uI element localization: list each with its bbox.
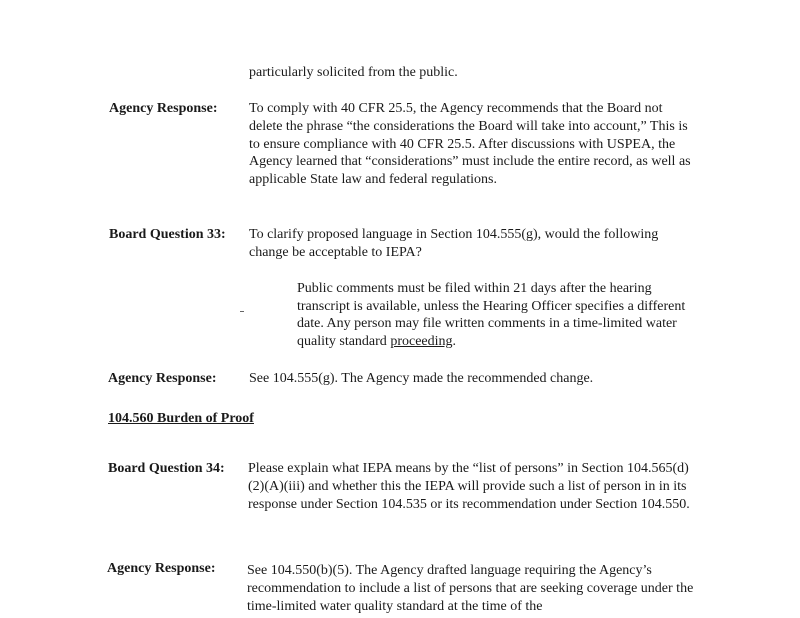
quote-text: Public comments must be filed within 21 days after the hearing transcript is available, unless the Hearing Officer specifies a different date. Any person may file written comments in a time-limited water quality standard (297, 281, 686, 349)
agency-response-text: See 104.550(b)(5). The Agency drafted language requiring the Agency’s recommendation to include a list of persons that are seeking coverage under the time-limited water quality standard at the time of the (247, 563, 694, 614)
agency-response-label: Agency Response: (108, 371, 217, 386)
agency-response-label: Agency Response: (109, 101, 218, 116)
quote-underlined-word: proceeding (390, 333, 453, 349)
margin-mark (240, 311, 244, 312)
proposed-language-quote (297, 280, 697, 350)
board-question-34-label: Board Question 34: (108, 461, 225, 476)
board-question-33-label: Board Question 33: (109, 227, 226, 242)
agency-response-text: See 104.555(g). The Agency made the recommended change. (249, 371, 594, 386)
continuation-text: particularly solicited from the public. (249, 65, 458, 80)
agency-response-text: To comply with 40 CFR 25.5, the Agency recommends that the Board not delete the phrase “the considerations the Board will take into account,” This is to ensure compliance with 40 CFR 25.5. After discussions with USPEA, the Agency learned that “considerations” must include the entire record, as well as applicable State law and federal regulations. (249, 101, 691, 188)
quote-end: . (452, 333, 457, 349)
board-question-34-text: Please explain what IEPA means by the “list of persons” in Section 104.565(d)(2)(A)(iii) and whether this the IEPA will provide such a list of person in in its response under Section 104.535 or its recommendation under Section 104.550. (248, 461, 690, 512)
board-question-33-text: To clarify proposed language in Section 104.555(g), would the following change be acceptable to IEPA? (249, 227, 659, 260)
section-heading: 104.560 Burden of Proof (108, 411, 254, 426)
agency-response-label: Agency Response: (107, 561, 216, 576)
